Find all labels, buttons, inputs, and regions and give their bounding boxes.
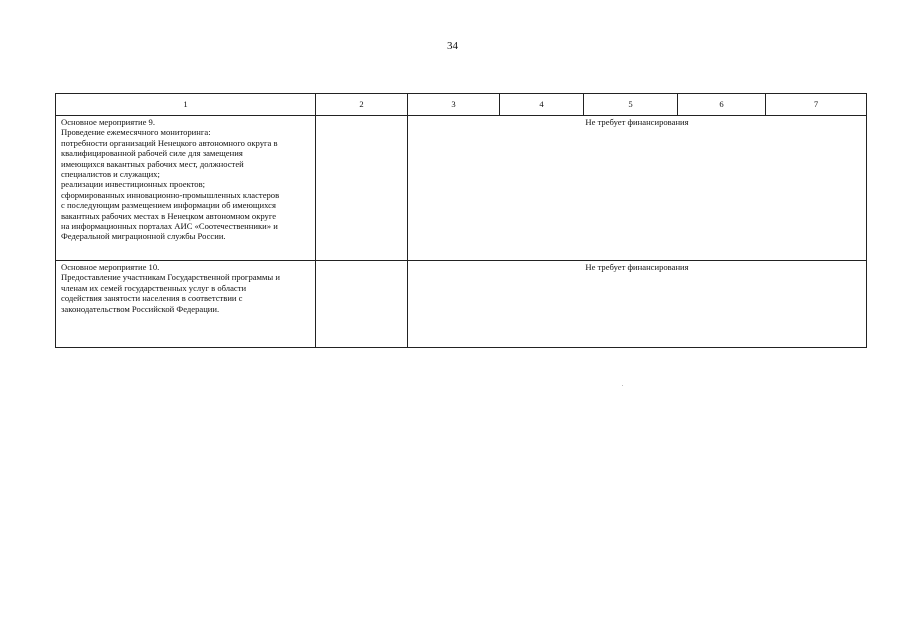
description-line: реализации инвестиционных проектов; bbox=[61, 179, 206, 190]
column-2-cell bbox=[316, 261, 408, 348]
description-line: на информационных порталах АИС «Соотечественники» и bbox=[61, 221, 278, 232]
column-header: 3 bbox=[408, 94, 500, 116]
description-line: Основное мероприятие 10. bbox=[61, 262, 160, 272]
description-line: квалифицированной рабочей силе для замещения bbox=[61, 148, 243, 159]
description-line: содействия занятости населения в соответствии с bbox=[61, 293, 243, 304]
description-line: сформированных инновационно-промышленных кластеров bbox=[61, 189, 280, 200]
measure-description-cell bbox=[56, 261, 316, 348]
column-header: 2 bbox=[316, 94, 408, 116]
description-line: потребности организаций Ненецкого автономного округа в bbox=[61, 137, 278, 148]
description-line: Федеральной миграционной службы России. bbox=[61, 231, 226, 242]
description-line: Основное мероприятие 9. bbox=[61, 117, 155, 127]
page-number: 34 bbox=[447, 40, 458, 52]
column-header: 6 bbox=[678, 94, 766, 116]
description-line: членам их семей государственных услуг в области bbox=[61, 282, 247, 293]
column-header: 4 bbox=[500, 94, 584, 116]
description-line: Проведение ежемесячного мониторинга: bbox=[61, 127, 211, 138]
column-2-cell bbox=[316, 116, 408, 261]
scan-speck bbox=[622, 385, 623, 386]
funding-cell: Не требует финансирования bbox=[408, 261, 867, 348]
column-header: 5 bbox=[584, 94, 678, 116]
table-row bbox=[56, 116, 867, 261]
description-line: с последующим размещением информации об имеющихся bbox=[61, 200, 276, 211]
funding-cell: Не требует финансирования bbox=[408, 116, 867, 261]
table-row bbox=[56, 261, 867, 348]
description-line: законодательством Российской Федерации. bbox=[61, 303, 220, 314]
measure-description-cell bbox=[56, 116, 316, 261]
column-header: 1 bbox=[56, 94, 316, 116]
column-header: 7 bbox=[766, 94, 867, 116]
description-line: Предоставление участникам Государственной программы и bbox=[61, 272, 280, 283]
description-line: специалистов и служащих; bbox=[61, 169, 160, 180]
description-line: вакантных рабочих местах в Ненецком автономном округе bbox=[61, 210, 277, 221]
description-line: имеющихся вакантных рабочих мест, должностей bbox=[61, 158, 244, 169]
table-header-row bbox=[56, 94, 867, 116]
program-measures-table bbox=[55, 93, 867, 348]
